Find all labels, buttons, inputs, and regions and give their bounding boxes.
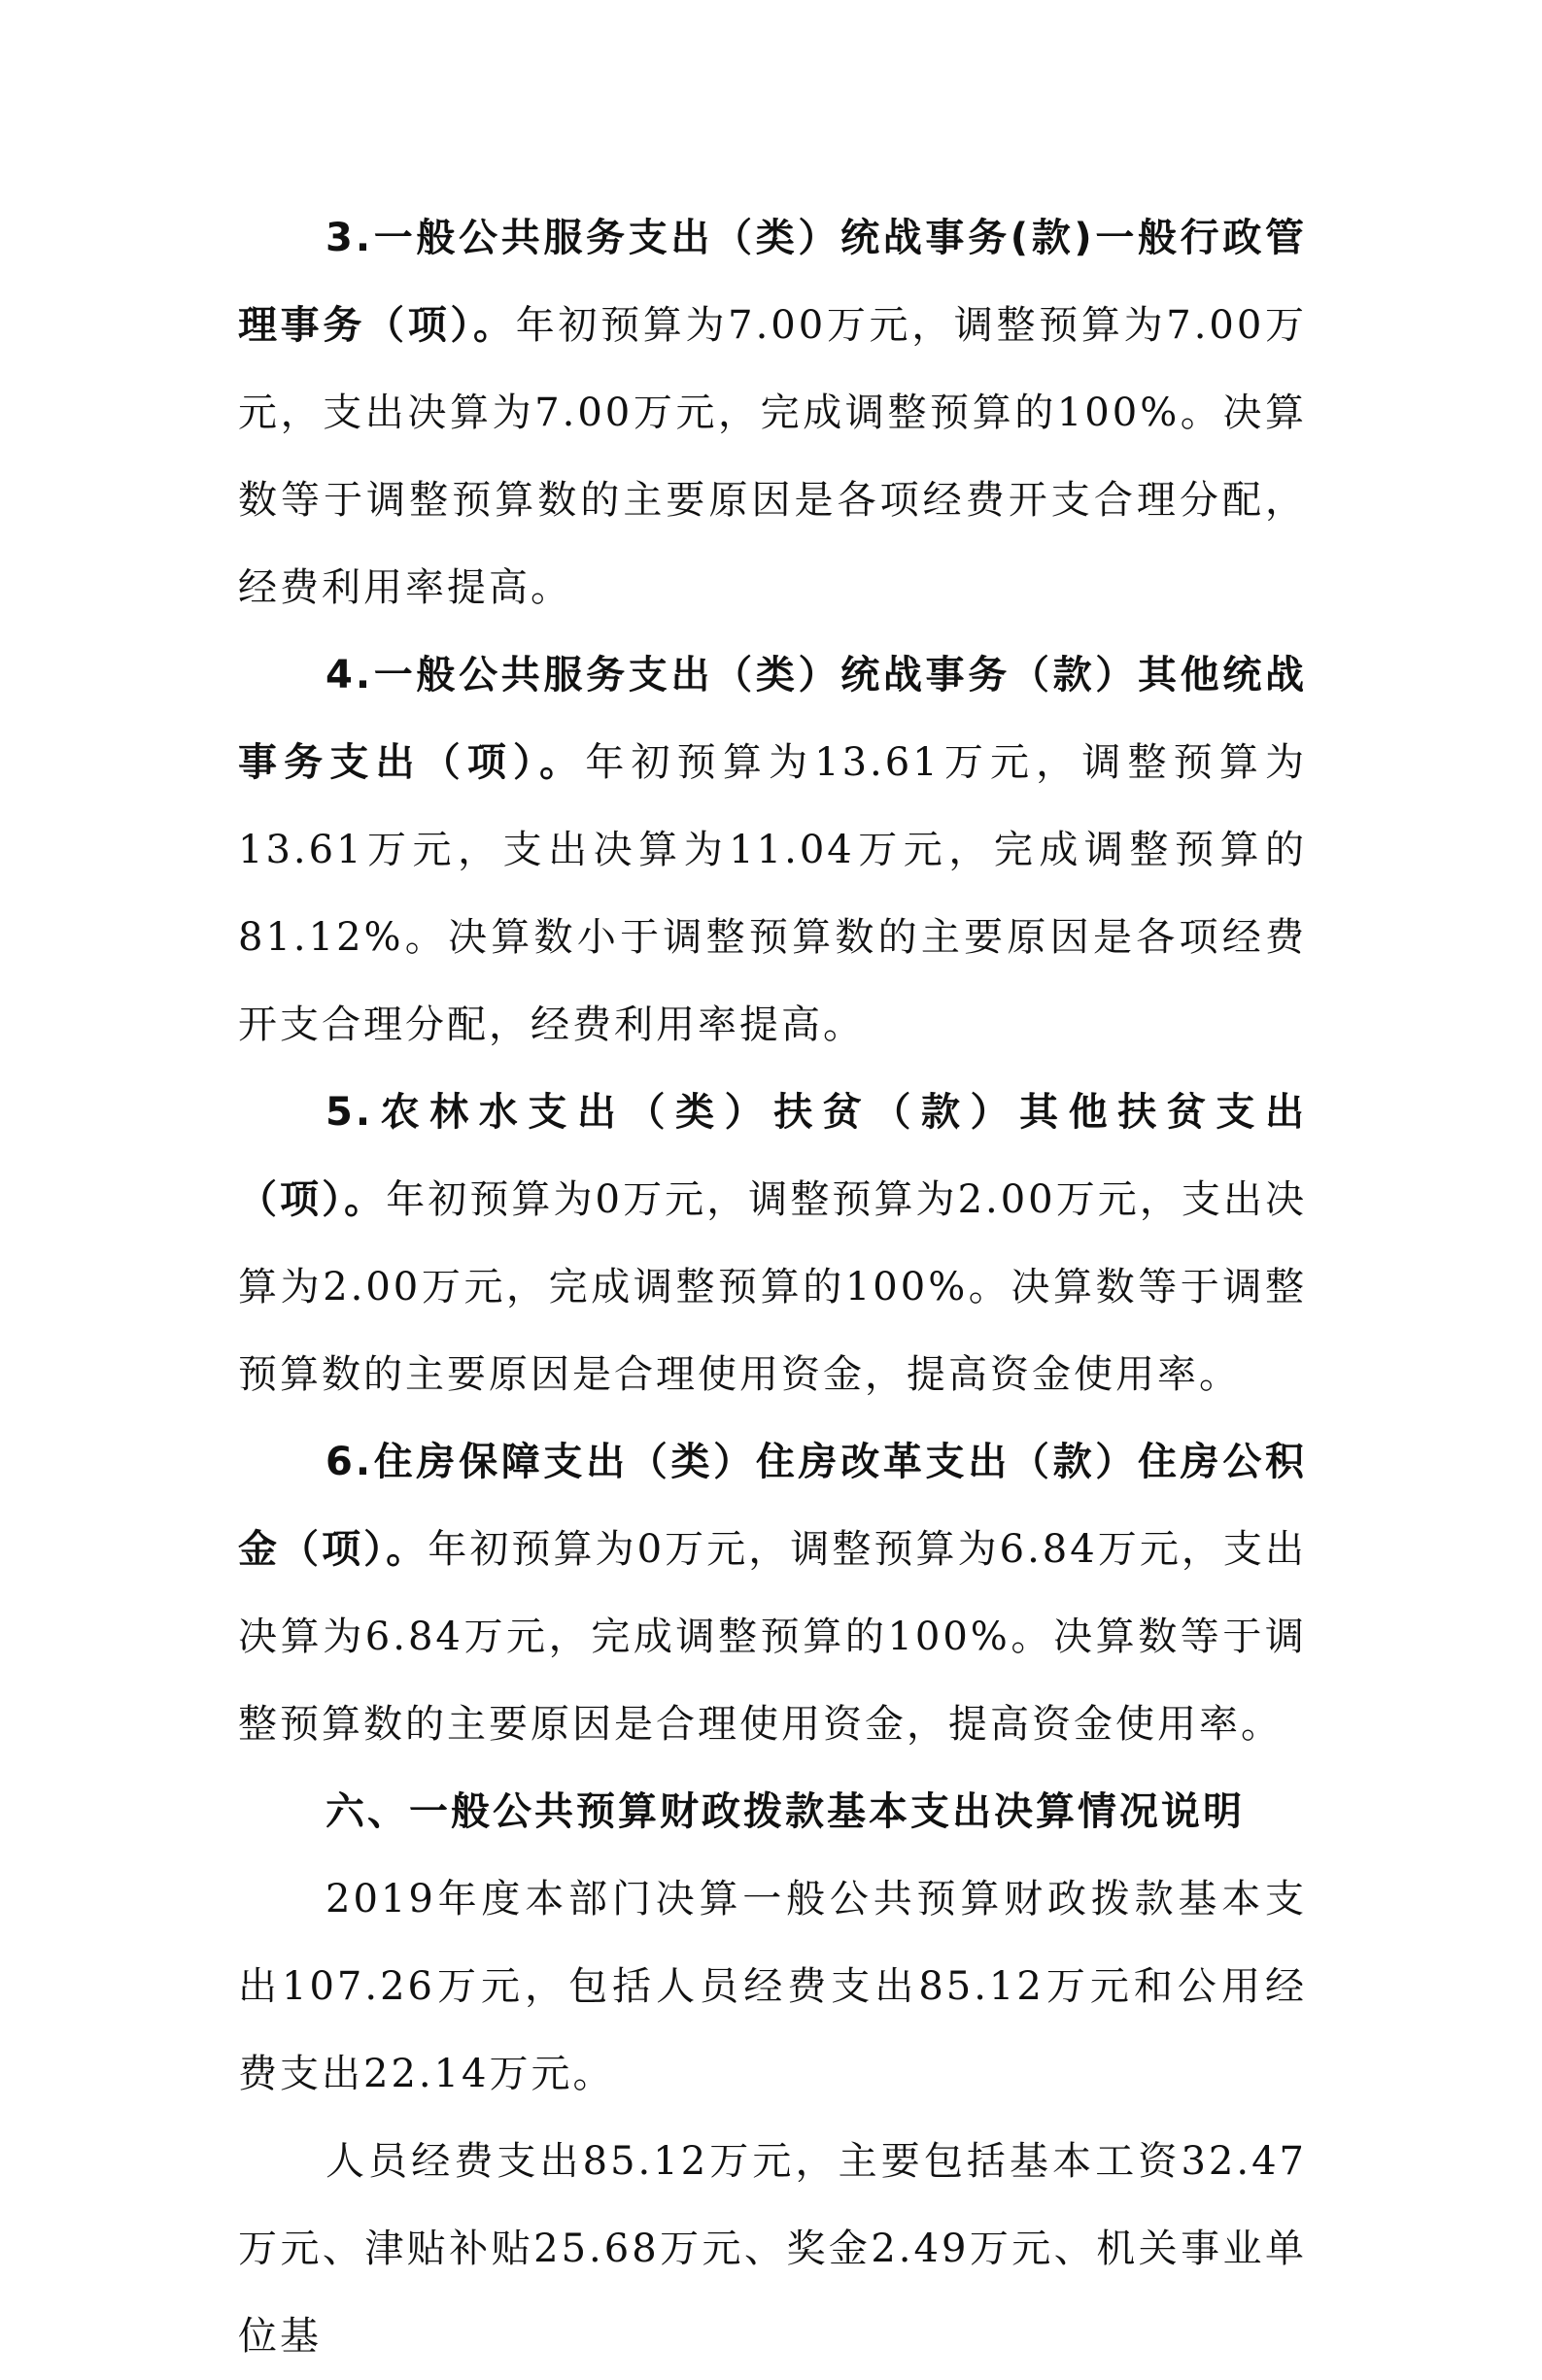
paragraph-lead: 6.住房保障支出（类）住房改革支出（款）住房公积金（项）。 [238,1440,1307,1572]
paragraph-item-3 [238,194,1307,631]
paragraph-body: 年初预算为13.61万元，调整预算为13.61万元，支出决算为11.04万元，完成调整预算的81.12%。决算数小于调整预算数的主要原因是各项经费开支合理分配，经费利用率提高。 [238,740,1307,1047]
paragraph-body: 年初预算为0万元，调整预算为6.84万元，支出决算为6.84万元，完成调整预算的100%。决算数等于调整预算数的主要原因是合理使用资金，提高资金使用率。 [238,1527,1307,1747]
paragraph-body: 年初预算为7.00万元，调整预算为7.00万元，支出决算为7.00万元，完成调整预算的100%。决算数等于调整预算数的主要原因是各项经费开支合理分配，经费利用率提高。 [238,303,1308,610]
section-paragraph-basic-expenditure: 2019年度本部门决算一般公共预算财政拨款基本支出107.26万元，包括人员经费支出85.12万元和公用经费支出22.14万元。 [238,1877,1307,2096]
paragraph-item-4 [238,631,1307,1069]
paragraph-item-5 [238,1069,1307,1418]
section-paragraph-personnel-expenditure: 人员经费支出85.12万元，主要包括基本工资32.47万元、津贴补贴25.68万元、奖金2.49万元、机关事业单位基 [238,2139,1307,2359]
paragraph-lead: 5.农林水支出（类）扶贫（款）其他扶贫支出（项）。 [238,1090,1307,1222]
paragraph-lead: 3.一般公共服务支出（类）统战事务(款)一般行政管理事务（项）。 [238,216,1307,348]
paragraph-lead: 4.一般公共服务支出（类）统战事务（款）其他统战事务支出（项）。 [238,653,1307,785]
document-body [238,194,1307,2380]
section-heading: 六、一般公共预算财政拨款基本支出决算情况说明 [326,1789,1245,1834]
paragraph-body: 年初预算为0万元，调整预算为2.00万元，支出决算为2.00万元，完成调整预算的100%。决算数等于调整预算数的主要原因是合理使用资金，提高资金使用率。 [238,1177,1307,1397]
paragraph-item-6 [238,1418,1307,1768]
